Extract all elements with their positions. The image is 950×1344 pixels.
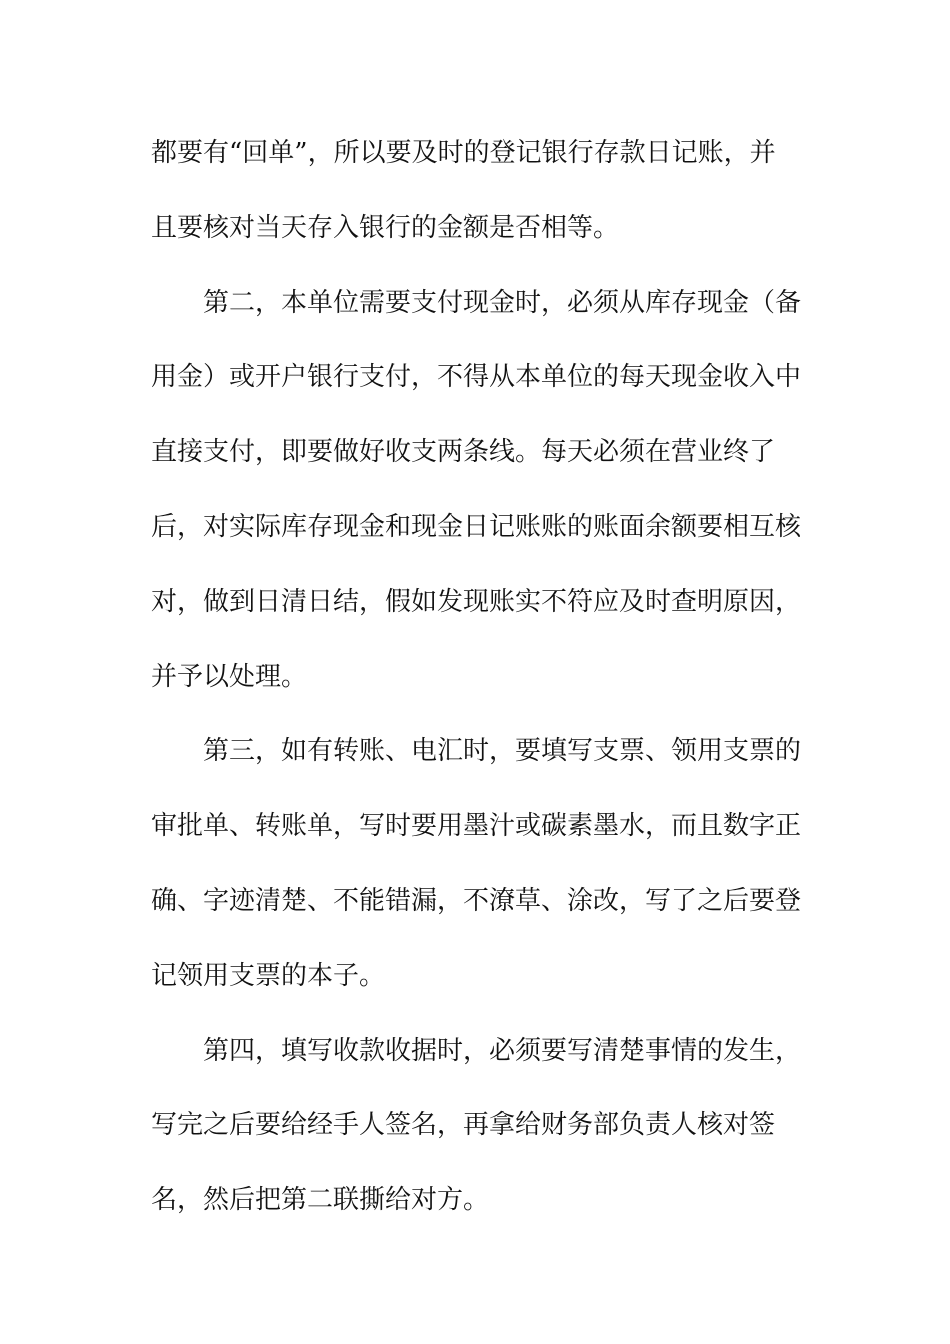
text-line: 记领用支票的本子。 — [151, 960, 386, 991]
paragraph-third — [151, 726, 801, 1025]
text-line: 都要有“回单”，所以要及时的登记银行存款日记账，并 — [151, 138, 776, 168]
text-line: 第三，如有转账、电汇时，要填写支票、领用支票的 — [203, 736, 802, 767]
text-line: 且要核对当天存入银行的金额是否相等。 — [151, 212, 620, 243]
document-body — [151, 128, 801, 1250]
text-line: 后，对实际库存现金和现金日记账账的账面余额要相互核 — [151, 511, 802, 542]
paragraph-second — [151, 278, 801, 727]
text-line: 确、字迹清楚、不能错漏，不潦草、涂改，写了之后要登 — [151, 885, 802, 916]
text-line: 并予以处理。 — [151, 661, 308, 692]
text-line: 审批单、转账单，写时要用墨汁或碳素墨水，而且数字正 — [151, 811, 802, 842]
text-line: 第四，填写收款收据时，必须要写清楚事情的发生， — [203, 1035, 802, 1066]
text-line: 写完之后要给经手人签名，再拿给财务部负责人核对签 — [151, 1110, 776, 1141]
text-line: 名，然后把第二联撕给对方。 — [151, 1185, 490, 1216]
text-line: 对，做到日清日结，假如发现账实不符应及时查明原因， — [151, 586, 802, 617]
paragraph-fourth — [151, 1026, 801, 1250]
text-line: 直接支付，即要做好收支两条线。每天必须在营业终了 — [151, 437, 776, 468]
text-line: 第二，本单位需要支付现金时，必须从库存现金（备 — [203, 287, 802, 318]
paragraph-continuation — [151, 128, 801, 278]
text-line: 用金）或开户银行支付，不得从本单位的每天现金收入中 — [151, 362, 802, 393]
